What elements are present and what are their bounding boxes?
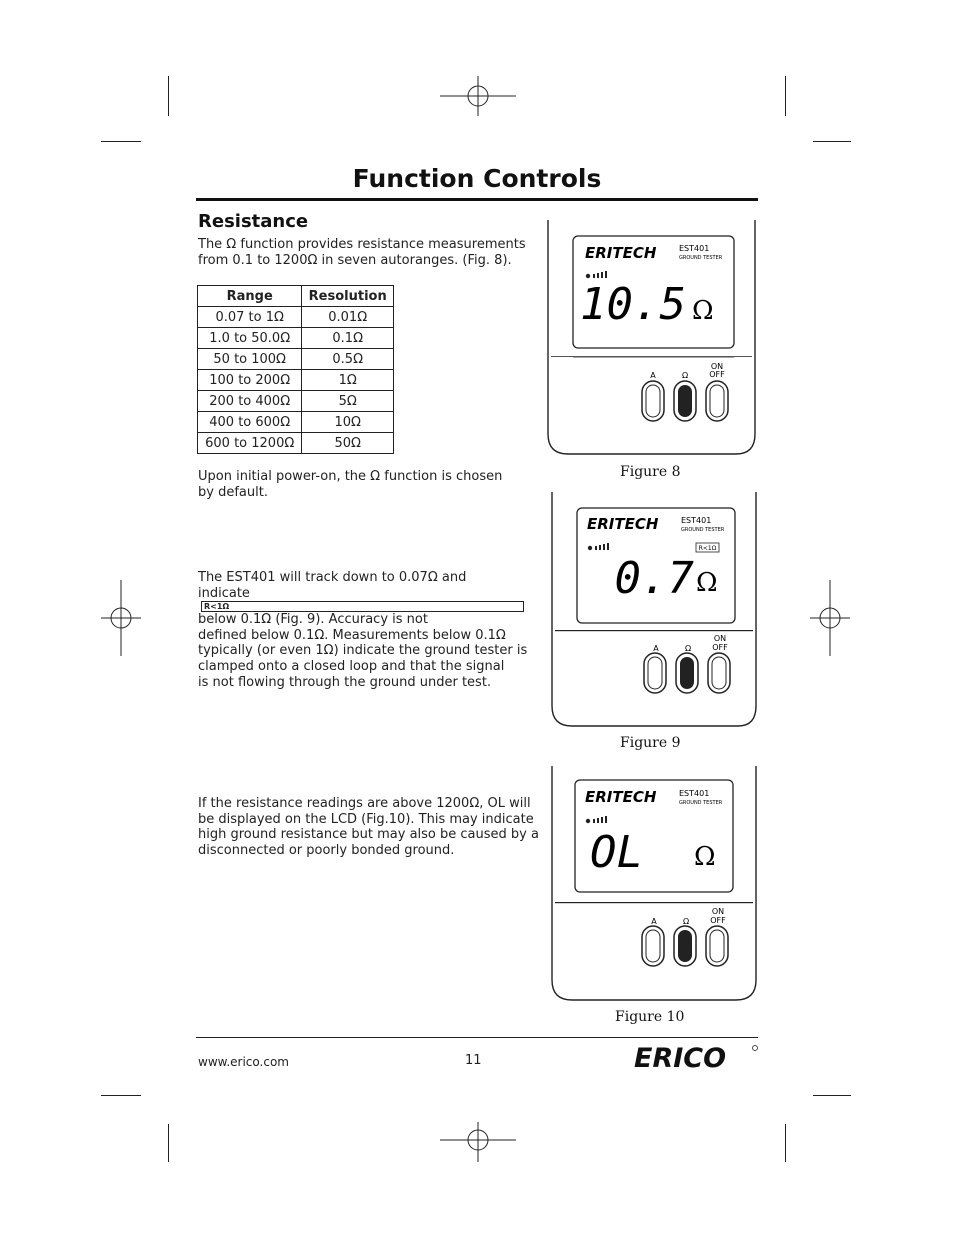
button-label-off: OFF — [712, 643, 728, 652]
table-row — [198, 307, 394, 328]
table-cell: 0.01Ω — [302, 307, 394, 328]
ol-paragraph — [198, 796, 539, 858]
subtitle-label: GROUND TESTER — [681, 527, 725, 533]
title-rule — [196, 198, 758, 201]
power-button[interactable] — [708, 653, 730, 693]
crop-mark — [813, 141, 851, 142]
text-line: is not flowing through the ground under test. — [198, 674, 492, 690]
button-label-ohm: Ω — [684, 644, 692, 653]
brand-label: ERITECH — [585, 244, 657, 262]
tester-device-figure-10 — [546, 766, 760, 1004]
table-cell: 50 to 100Ω — [198, 349, 302, 370]
crop-mark — [101, 141, 141, 142]
table-row — [198, 391, 394, 412]
figure-caption: Figure 8 — [620, 464, 681, 480]
table-cell: 100 to 200Ω — [198, 370, 302, 391]
lcd-unit: Ω — [694, 842, 716, 872]
crop-mark — [168, 1124, 169, 1162]
table-cell: 200 to 400Ω — [198, 391, 302, 412]
power-button[interactable] — [706, 381, 728, 421]
text-line: Upon initial power-on, the Ω function is chosen — [198, 469, 503, 484]
crop-mark — [813, 1095, 851, 1096]
subtitle-label: GROUND TESTER — [679, 255, 723, 261]
button-label-a: A — [653, 644, 659, 653]
crop-mark — [785, 1124, 786, 1162]
table-header-row — [198, 286, 394, 307]
button-label-a: A — [651, 917, 657, 926]
text-line: If the resistance readings are above 1200Ω, OL will — [198, 796, 531, 811]
tester-device-figure-9 — [546, 492, 760, 730]
button-label-on: ON — [711, 907, 725, 916]
text-line: by default. — [198, 484, 268, 500]
footer-url: www.erico.com — [198, 1055, 289, 1069]
crop-mark — [101, 1095, 141, 1096]
text-line: clamped onto a closed loop and that the signal — [198, 658, 505, 674]
poweron-paragraph — [198, 469, 502, 500]
table-cell: 1.0 to 50.0Ω — [198, 328, 302, 349]
lcd-unit: Ω — [692, 296, 714, 326]
table-cell: 0.07 to 1Ω — [198, 307, 302, 328]
column-header: Resolution — [302, 286, 394, 307]
text-line: The Ω function provides resistance measurements — [198, 237, 526, 252]
registration-mark-icon — [101, 580, 141, 656]
model-label: EST401 — [681, 516, 712, 525]
range-indicator-icon: R<1Ω — [201, 601, 524, 612]
lcd-reading: OL — [590, 827, 643, 878]
table-row — [198, 433, 394, 454]
footer-rule — [196, 1037, 758, 1038]
button-label-ohm: Ω — [682, 917, 690, 926]
text-line — [198, 586, 527, 628]
button-label-on: ON — [713, 634, 727, 643]
text-fragment: below 0.1Ω (Fig. 9). Accuracy is not — [198, 612, 428, 628]
crop-mark — [168, 76, 169, 116]
a-button[interactable] — [642, 381, 664, 421]
text-line: from 0.1 to 1200Ω in seven autoranges. (Fig. 8). — [198, 252, 512, 268]
lcd-reading: 0.7 — [614, 553, 694, 604]
model-label: EST401 — [679, 244, 710, 253]
power-button[interactable] — [706, 926, 728, 966]
logo-text: ERICO — [634, 1043, 727, 1072]
table-row — [198, 328, 394, 349]
track-paragraph — [198, 570, 527, 690]
table-cell: 0.1Ω — [302, 328, 394, 349]
brand-label: ERITECH — [585, 788, 657, 806]
signal-strength-icon — [586, 816, 607, 823]
table-cell: 10Ω — [302, 412, 394, 433]
text-line: disconnected or poorly bonded ground. — [198, 842, 455, 858]
figure-caption: Figure 10 — [615, 1009, 685, 1025]
crop-mark — [785, 76, 786, 116]
table-cell: 0.5Ω — [302, 349, 394, 370]
subtitle-label: GROUND TESTER — [679, 800, 723, 806]
signal-strength-icon — [586, 271, 607, 278]
model-label: EST401 — [679, 789, 710, 798]
button-label-ohm: Ω — [681, 371, 689, 380]
erico-logo — [632, 1042, 760, 1072]
figure-caption: Figure 9 — [620, 735, 681, 751]
button-label-a: A — [650, 371, 656, 380]
registration-mark-icon — [810, 580, 850, 656]
section-heading: Resistance — [198, 211, 309, 232]
table-cell: 600 to 1200Ω — [198, 433, 302, 454]
tester-device-figure-8 — [546, 220, 760, 458]
text-fragment: indicate — [198, 585, 250, 601]
table-cell: 1Ω — [302, 370, 394, 391]
text-line: The EST401 will track down to 0.07Ω and — [198, 570, 467, 585]
lcd-unit: Ω — [696, 568, 718, 598]
range-indicator-icon: R<1Ω — [698, 545, 717, 552]
intro-paragraph — [198, 237, 526, 268]
button-label-off: OFF — [710, 916, 726, 925]
a-button[interactable] — [644, 653, 666, 693]
lcd-reading: 10.5 — [580, 279, 686, 330]
column-header: Range — [198, 286, 302, 307]
table-cell: 5Ω — [302, 391, 394, 412]
text-line: high ground resistance but may also be caused by a — [198, 827, 539, 843]
page-number: 11 — [465, 1053, 482, 1068]
text-line: be displayed on the LCD (Fig.10). This may indicate — [198, 811, 534, 827]
button-label-on: ON — [710, 362, 724, 371]
page-title: Function Controls — [352, 164, 602, 193]
button-label-off: OFF — [709, 370, 725, 379]
registration-mark-icon — [440, 1122, 516, 1162]
text-line: typically (or even 1Ω) indicate the ground tester is — [198, 643, 528, 659]
table-cell: 400 to 600Ω — [198, 412, 302, 433]
table-row — [198, 349, 394, 370]
a-button[interactable] — [642, 926, 664, 966]
table-cell: 50Ω — [302, 433, 394, 454]
text-line: defined below 0.1Ω. Measurements below 0.1Ω — [198, 627, 506, 643]
signal-strength-icon — [588, 543, 609, 550]
brand-label: ERITECH — [587, 515, 659, 533]
resolution-table — [197, 285, 394, 454]
registration-mark-icon — [440, 76, 516, 116]
table-row — [198, 412, 394, 433]
table-row — [198, 370, 394, 391]
